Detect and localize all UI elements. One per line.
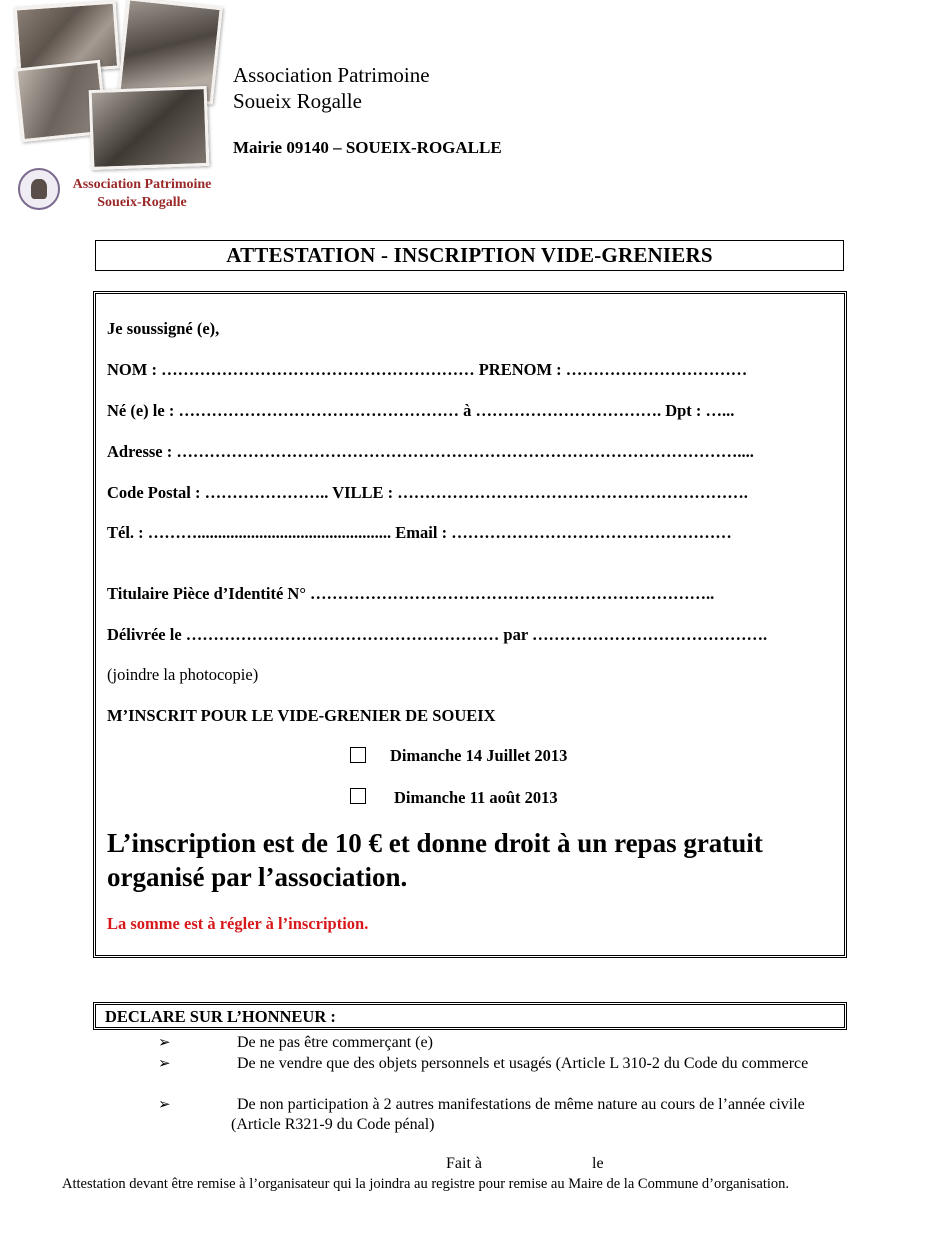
logo-caption: [62, 176, 222, 212]
logo-caption-line2: Soueix-Rogalle: [97, 195, 187, 210]
bullet-arrow-icon: ➢: [158, 1033, 171, 1051]
logo-caption-line1: Association Patrimoine: [72, 177, 212, 192]
price-statement: L’inscription est de 10 € et donne droit à un repas gratuit organisé par l’association.: [107, 828, 763, 892]
code-postal-ville-field[interactable]: Code Postal : ………………….. VILLE : ……………………………………………………….: [107, 483, 748, 502]
date-1-label: Dimanche 14 Juillet 2013: [390, 746, 568, 765]
inscription-heading: M’INSCRIT POUR LE VIDE-GRENIER DE SOUEIX: [107, 706, 496, 725]
association-name-line2: Soueix Rogalle: [233, 89, 362, 113]
delivree-field[interactable]: Délivrée le ………………………………………………… par …………………………………….: [107, 625, 768, 644]
date-2-label: Dimanche 11 août 2013: [394, 788, 558, 807]
bullet-arrow-icon: ➢: [158, 1095, 171, 1113]
association-name-line1: Association Patrimoine: [233, 63, 430, 87]
naissance-field[interactable]: Né (e) le : …………………………………………… à ……………………………. Dpt : …...: [107, 401, 735, 420]
date-1-checkbox[interactable]: [350, 747, 366, 763]
bullet-arrow-icon: ➢: [158, 1054, 171, 1072]
tel-email-field[interactable]: Tél. : ………............................................... Email : ……………………………………………: [107, 523, 732, 542]
adresse-field[interactable]: Adresse : …………………………………………………………………………………………....: [107, 442, 754, 461]
declaration-item-2: De ne vendre que des objets personnels et usagés (Article L 310-2 du Code du commerce: [237, 1055, 809, 1072]
mairie-address: Mairie 09140 – SOUEIX-ROGALLE: [233, 138, 502, 157]
photocopie-note: (joindre la photocopie): [107, 665, 259, 684]
payment-note: La somme est à régler à l’inscription.: [107, 914, 369, 933]
piece-identite-field[interactable]: Titulaire Pièce d’Identité N° ………………………………………………………………..: [107, 584, 715, 603]
declaration-title: DECLARE SUR L’HONNEUR :: [105, 1007, 336, 1026]
footer-note: Attestation devant être remise à l’organisateur qui la joindra au registre pour remise au Maire de la Commune d’organisation.: [62, 1176, 790, 1192]
date-2-checkbox[interactable]: [350, 788, 366, 804]
registration-form: [93, 291, 847, 958]
declaration-item-3: De non participation à 2 autres manifestations de même nature au cours de l’année civile (Article R321-9 du Code pénal): [231, 1096, 805, 1133]
association-logo: [14, 2, 220, 214]
declaration-box: [93, 1002, 847, 1030]
association-name: [233, 62, 430, 114]
nom-prenom-field[interactable]: NOM : ………………………………………………… PRENOM : ……………………………: [107, 360, 748, 379]
declaration-item-1: De ne pas être commerçant (e): [237, 1034, 433, 1051]
archive-photo-group: [89, 86, 210, 170]
page-title: ATTESTATION - INSCRIPTION VIDE-GRENIERS: [95, 240, 844, 271]
intro-text: Je soussigné (e),: [107, 319, 220, 338]
date-label: le: [592, 1155, 604, 1172]
fait-a-label: Fait à: [446, 1155, 482, 1172]
patrimoine-seal-icon: [18, 168, 60, 210]
